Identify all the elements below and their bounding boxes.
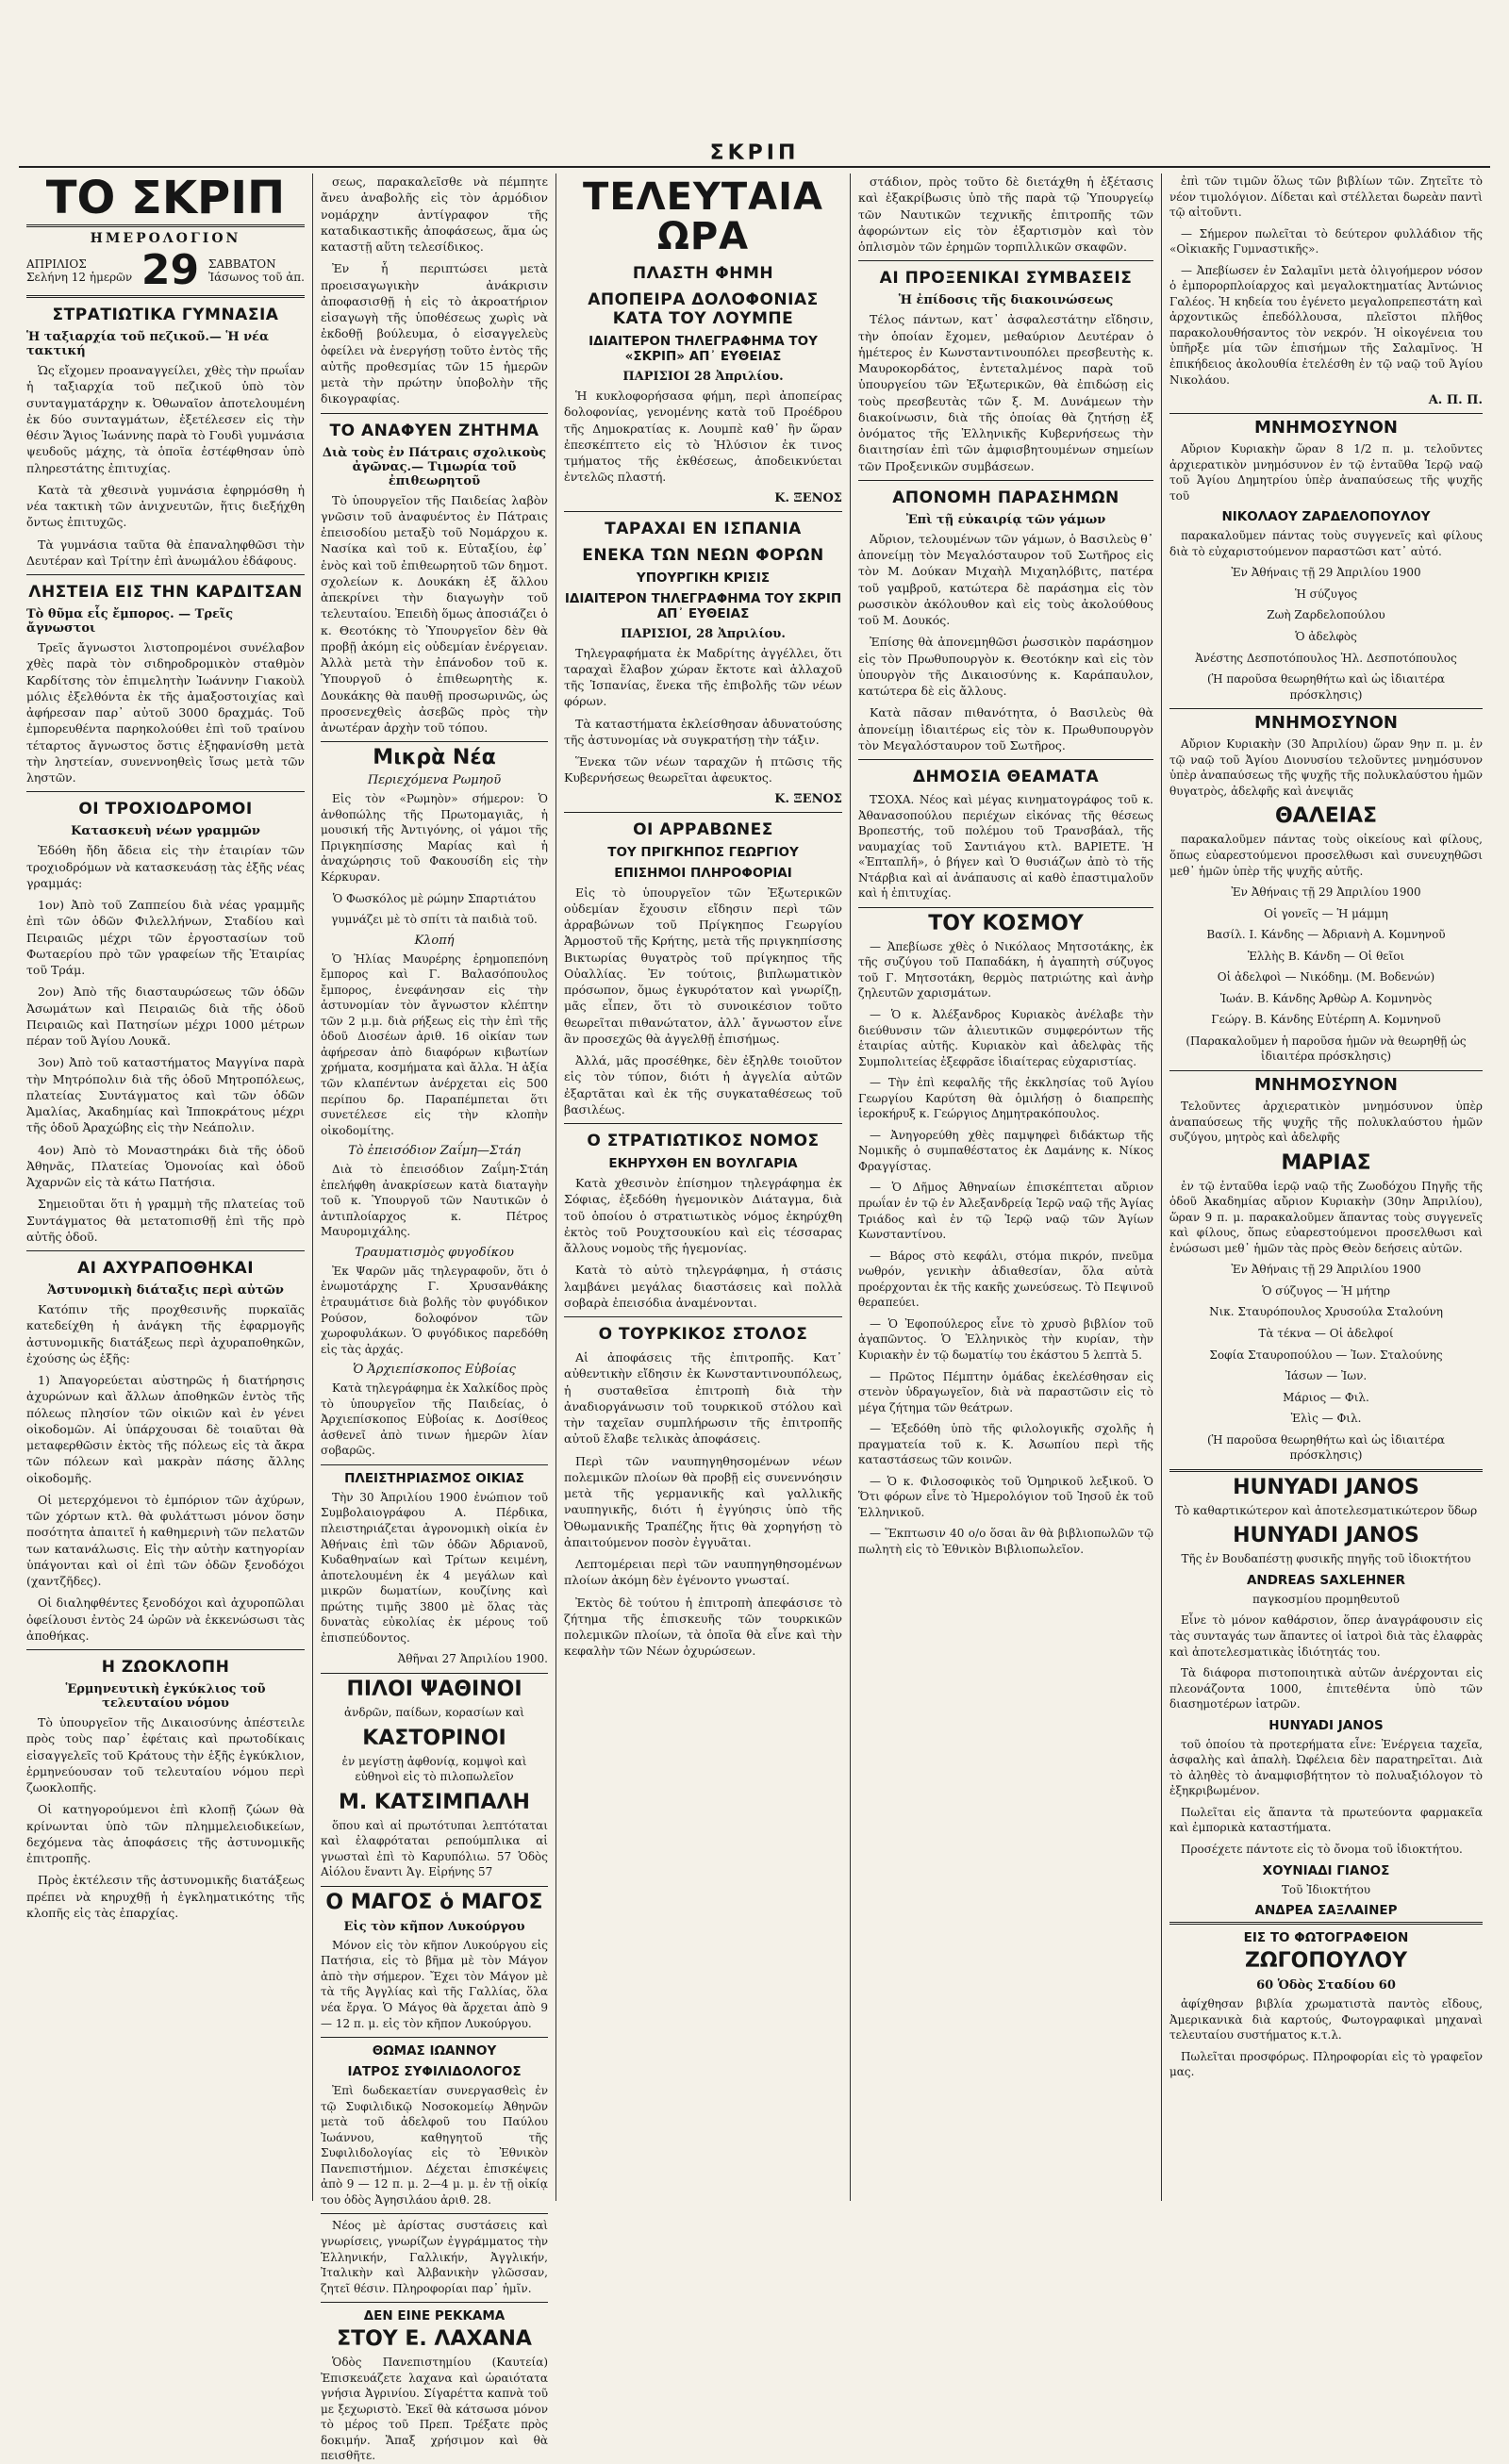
article-paragraph: Αἱ ἀποφάσεις τῆς ἐπιτροπῆς. Κατ᾽ αὐθεντικὴν εἴδησιν ἐκ Κωνσταντινουπόλεως, ἡ συσταθεῖσα ἐπιτροπὴ διὰ τὴν ἀναδιοργάνωσιν τοῦ τουρκικοῦ στόλου καὶ τὴν ταχεῖαν συμπλήρωσιν τῆς ἐπιτροπῆς αὐτοῦ ἔλαβε τελικὰς ἀποφάσεις.: [564, 1350, 842, 1447]
article-subheadline: ΥΠΟΥΡΓΙΚΗ ΚΡΙΣΙΣ: [636, 570, 771, 586]
column-4: [851, 174, 1162, 2201]
article-paragraph: ἐπὶ τῶν τιμῶν ὅλως τῶν βιβλίων τῶν. Ζητεῖτε τὸ νέον τιμολόγιον. Δίδεται καὶ στέλλεται δωρεὰν παντὶ τῷ αἰτοῦντι.: [1169, 174, 1483, 220]
memorial-family: Μάριος — Φιλ.: [1283, 1390, 1369, 1404]
memorial-family: Ἰάσων — Ἰων.: [1285, 1369, 1368, 1383]
ad-headline: ΖΩΓΟΠΟΥΛΟΥ: [1244, 1949, 1408, 1974]
memorial-date: Ἐν Ἀθήναις τῇ 29 Ἀπριλίου 1900: [1231, 1263, 1421, 1277]
memorial-text: ἐν τῷ ἐνταῦθα ἱερῷ ναῷ τῆς Ζωοδόχου Πηγῆς τῆς ὁδοῦ Ἀκαδημίας αὔριον Κυριακὴν (30ην Ἀπριλίου), ὥραν 9 π. μ. παρακαλοῦμεν ἅπαντας τοὺς συγγενεῖς καὶ φίλους, ὅπως εὐαρεστούμενοι προσελθωσι καὶ ἐνώσωσι μεθ᾽ ἡμῶν τὰς πρὸς Θεὸν δεήσεις αὐτῶν.: [1169, 1179, 1483, 1255]
calendar-month: ΑΠΡΙΛΙΟΣ: [26, 257, 87, 271]
ad-text: παγκοσμίου προμηθευτοῦ: [1252, 1592, 1400, 1606]
memorial-text: παρακαλοῦμεν πάντας τοὺς οἰκείους καὶ φίλους, ὅπως εὐαρεστούμενοι προσελθωσι καὶ συνευχηθῶσι μεθ᾽ ἡμῶν ὑπὲρ τῆς ψυχῆς αὐτῆς.: [1169, 833, 1483, 878]
article-paragraph: — Ὁ κ. Ἀλέξανδρος Κυριακὸς ἀνέλαβε τὴν διεύθυνσιν τῶν ἀλιευτικῶν συμφερόντων τῆς ἑταιρίας αὐτῆς. Κυριακὸν καὶ ἀδελφὰς τῆς Συμπολιτείας ἐξεφρᾶσε ἰδιαίτερας εὐχαριστίας.: [858, 1008, 1153, 1068]
running-head: ΣΚΡΙΠ: [709, 141, 800, 165]
article-headline: ΟΙ ΑΡΡΑΒΩΝΕΣ: [633, 819, 773, 839]
memorial-note: (Παρακαλοῦμεν ἡ παροῦσα ἡμῶν νὰ θεωρηθῇ ὡς ἰδιαιτέρα πρόσκλησις): [1186, 1034, 1467, 1064]
ad-subheadline: HUNYADI JANOS: [1269, 1717, 1384, 1733]
divider: [1169, 708, 1483, 709]
calendar-dateline: [26, 246, 305, 294]
divider: [321, 2037, 548, 2038]
article-paragraph: Κατὰ χθεσινὸν ἐπίσημον τηλεγράφημα ἐκ Σόφιας, ἐξεδόθη ἡγεμονικὸν Διάταγμα, διὰ τοῦ ὁποίου ὁ στρατιωτικὸς νόμος ἐκηρύχθη ἐκτὸς τοῦ Ρουχτσουκίου καὶ εἰς τέσσαρας ἄλλους νομοὺς τῆς ἡγεμονίας.: [564, 1176, 842, 1255]
article-kicker: ΙΔΙΑΙΤΕΡΟΝ ΤΗΛΕΓΡΑΦΗΜΑ ΤΟΥ «ΣΚΡΙΠ» ΑΠ᾽ ΕΥΘΕΙΑΣ: [589, 334, 818, 364]
memorial-text: παρακαλοῦμεν πάντας τοὺς συγγενεῖς καὶ φίλους διὰ τὸ εὐχαριστούμενον παραστῶσι κατ᾽ αὐτό.: [1169, 529, 1483, 558]
memorial-title: ΜΝΗΜΟΣΥΝΟΝ: [1253, 418, 1398, 438]
memorial-date: Ἐν Ἀθήναις τῇ 29 Ἀπριλίου 1900: [1231, 885, 1421, 900]
article-paragraph: Κατὰ τὰ χθεσινὰ γυμνάσια ἐφηρμόσθη ἡ νέα τακτικὴ τῶν ἀνιχνευτῶν, ἥτις διεξήχθη ὄντως ἐπιτυχῶς.: [26, 482, 305, 530]
article-paragraph: Ἐκτὸς δὲ τούτου ἡ ἐπιτροπὴ ἀπεφάσισε τὸ ζήτημα τῆς ἐπισκευῆς τῶν τουρκικῶν πολεμικῶν πλοίων, τὰ ὁποῖα θὰ εἶνε καὶ τὴν κεφαλὴν τῶν Νέων ὀχυρώσεων.: [564, 1595, 842, 1659]
article-paragraph: στάδιον, πρὸς τοῦτο δὲ διετάχθη ἡ ἐξέτασις καὶ ἐξακρίβωσις ὑπὸ τῆς παρὰ τῷ Ὑπουργείῳ τῶν Ναυτικῶν τεχνικῆς ἐπιτροπῆς τῶν ἀφορώντων εἰς τὸν ἐξαρτισμὸν καὶ τὸν ὁπλισμὸν τῶν ἐρημῶν τορπιλλικῶν σκαφῶν.: [858, 174, 1153, 254]
article-headline: ΛΗΣΤΕΙΑ ΕΙΣ ΤΗΝ ΚΑΡΔΙΤΣΑΝ: [28, 583, 303, 602]
article-headline: ΑΙ ΑΧΥΡΑΠΟΘΗΚΑΙ: [76, 1259, 255, 1278]
ad-headline: ΠΛΕΙΣΤΗΡΙΑΣΜΟΣ ΟΙΚΙΑΣ: [344, 1470, 524, 1486]
article-paragraph: Κατὰ τὸ αὐτὸ τηλεγράφημα, ἡ στάσις λαμβάνει μεγάλας διαστάσεις καὶ πολλὰ σοβαρὰ ἐπεισόδια ἀναμένονται.: [564, 1263, 842, 1310]
article-headline: ΔΗΜΟΣΙΑ ΘΕΑΜΑΤΑ: [912, 768, 1100, 786]
divider: [564, 812, 842, 813]
ad-text: Τὸ καθαρτικώτερον καὶ ἀποτελεσματικώτερον ὕδωρ: [1174, 1503, 1478, 1517]
calendar-weekday: ΣΑΒΒΑΤΟΝ: [207, 257, 276, 271]
memorial-note: (Ἡ παροῦσα θεωρηθήτω καὶ ὡς ἰδιαιτέρα πρόσκλησις): [1206, 672, 1446, 702]
ad-date: Ἀθῆναι 27 Ἀπριλίου 1900.: [397, 1652, 548, 1666]
article-paragraph: Τὰ καταστήματα ἐκλείσθησαν ἀδυνατούσης τῆς ἀστυνομίας νὰ συγκρατήσῃ τὴν τάξιν.: [564, 716, 842, 747]
article-paragraph: Τηλεγραφήματα ἐκ Μαδρίτης ἀγγέλλει, ὅτι ταραχαὶ ἔλαβον χώραν ἔκτοτε καὶ ἀλλαχοῦ τῆς Ἱσπανίας, ἕνεκα τῆς ἐπιβολῆς τῶν νέων φόρων.: [564, 645, 842, 709]
article-headline: ΤΟ ΑΝΑΦΥΕΝ ΖΗΤΗΜΑ: [329, 421, 539, 440]
article-subheadline: Ἡ ταξιαρχία τοῦ πεζικοῦ.— Ἡ νέα τακτική: [26, 330, 270, 358]
memorial-family: Νικ. Σταυρόπουλος Χρυσούλα Σταλούνη: [1209, 1305, 1443, 1319]
article-paragraph: Ἐν ἧ περιπτώσει μετὰ προεισαγωγικὴν ἀνάκρισιν ἀποφασισθῇ ἡ εἰς τὸ ἀκροατήριον εἰσαγωγὴ τῆς ὑποθέσεως χωρὶς νὰ ἐκδοθῇ βούλευμα, ὁ εἰσαγγελεὺς ὀφείλει νὰ ἐνεργήσῃ τοῦτο ἐντὸς τῆς αὐτῆς προθεσμίας τῶν 15 ἡμερῶν μετὰ τὴν πρώτην ὑποβολὴν τῆς δικογραφίας.: [321, 261, 548, 406]
memorial-name: ΘΑΛΕΙΑΣ: [1274, 804, 1378, 829]
article-paragraph: Ἡ κυκλοφορήσασα φήμη, περὶ ἀποπείρας δολοφονίας, γενομένης κατὰ τοῦ Προέδρου τῆς Δημοκρατίας κ. Λουμπὲ καθ᾽ ἣν ὥραν ἐπεσκέπτετο εἰς τὸ Ἡλύσιον ἐκ τινος τμήματος τῆς ἐκθέσεως, ἀποδεικνύεται ἐντελῶς πλαστή.: [564, 389, 842, 485]
article-paragraph: 2ον) Ἀπὸ τῆς διασταυρώσεως τῶν ὁδῶν Ἀσωμάτων καὶ Πειραιῶς διὰ τῆς ὁδοῦ Πειραιῶς καὶ Πατησίων μέχρι 1000 μέτρων πέραν τοῦ Ἀγίου Λουκᾶ.: [26, 984, 305, 1048]
memorial-family: Ὁ σύζυγος — Ἡ μήτηρ: [1262, 1283, 1390, 1298]
article-paragraph: Ἐπίσης θὰ ἀπονεμηθῶσι ῥωσσικὸν παράσημον εἰς τὸν Πρωθυπουργὸν κ. Θεοτόκην καὶ εἰς τὸν ὑπουργὸν τῆς Δικαιοσύνης κ. Καράπαυλον, κατώτερα δὲ εἰς ἄλλους.: [858, 635, 1153, 698]
memorial-family: Ζωὴ Ζαρδελοπούλου: [1267, 608, 1385, 622]
memorial-title: ΜΝΗΜΟΣΥΝΟΝ: [1253, 1074, 1398, 1095]
ad-headline: ΣΤΟΥ Ε. ΛΑΧΑΝΑ: [337, 2327, 532, 2352]
article-paragraph: Εἰς τὸ ὑπουργεῖον τῶν Ἐξωτερικῶν οὐδεμίαν ἔχουσιν εἴδησιν περὶ τῶν ἀρραβώνων τοῦ Πρίγκηπος Γεωργίου Ἁρμοστοῦ τῆς Κρήτης, μετὰ τῆς πριγκηπίσσης Βικτωρίας θυγατρὸς τοῦ πρίγκηπος τῆς Οὐαλλίας. Ἐν τούτοις, βιπλωματικὸν πρόσωπον, ὅμως ἐγκυρότατον καὶ γνωρίζῃ, μᾶς εἶπεν, ὅτι τὸ συνοικέσιον τοῦτο θεωρεῖται πιθανώτατον, ἀλλ᾽ ἄγνωστον εἶνε ἂν προσεχῶς θὰ ἀγγελθῇ ἐπισήμως.: [564, 885, 842, 1046]
article-paragraph: — Ὁ Ἐφοπούλερος εἶνε τὸ χρυσὸ βιβλίον τοῦ ἀγαπῶντος. Ὁ Ἑλληνικὸς τὴν κυρίαν, τὴν Κυριακὴν ἐν τῷ δωματίῳ του ἐκάστου 5 λεπτὰ 5.: [858, 1316, 1153, 1362]
article-paragraph: Ἐκ Ψαρῶν μᾶς τηλεγραφοῦν, ὅτι ὁ ἐνωμοτάρχης Γ. Χρυσανθάκης ἐτραυμάτισε διὰ βολῆς τὸν φυγόδικον Ρούσον, δολοφόνον τῶν χωροφυλάκων. Ὁ φυγόδικος παρεδόθη εἰς τὰς ἀρχάς.: [321, 1264, 548, 1356]
divider: [564, 511, 842, 512]
divider: [321, 741, 548, 742]
article-headline: Ο ΣΤΡΑΤΙΩΤΙΚΟΣ ΝΟΜΟΣ: [587, 1132, 820, 1150]
ad-headline: Μ. ΚΑΤΣΙΜΠΑΛΗ: [339, 1790, 530, 1814]
article-paragraph: Λεπτομέρειαι περὶ τῶν ναυπηγηθησομένων πλοίων ἀκόμη δὲν ἐγένοντο γνωσταί.: [564, 1557, 842, 1588]
calendar-title: ΗΜΕΡΟΛΟΓΙΟΝ: [90, 231, 241, 246]
ad-headline: HUNYADI JANOS: [1233, 1475, 1419, 1499]
section-headline: ΤΕΛΕΥΤΑΙΑ ΩΡΑ: [583, 175, 823, 258]
article-subheadline: Τὸ θῦμα εἷς ἔμπορος. — Τρεῖς ἄγνωστοι: [26, 607, 234, 636]
article-paragraph: 3ον) Ἀπὸ τοῦ καταστήματος Μαγγίνα παρὰ τὴν Μητρόπολιν διὰ τῆς ὁδοῦ Μητροπόλεως, πλατείας Συντάγματος καὶ τῶν ὁδῶν Ἀμαλίας, Ἀκαδημίας καὶ Ἱπποκράτους μέχρι τῆς ὁδοῦ Ἀραχώβης εἰς τὴν Νεάπολιν.: [26, 1055, 305, 1135]
ad-text: Τὴν 30 Ἀπριλίου 1900 ἐνώπιον τοῦ Συμβολαιογράφου Α. Πέρδικα, πλειστηριάζεται ἀγρονομικὴ οἰκία ἐν Ἀθήναις ἐπὶ τῶν ὁδῶν Ἀδριανοῦ, Κυδαθηναίων καὶ Τρίτων κειμένη, ἀποτελουμένη ἐκ 4 μεγάλων καὶ μικρῶν δωματίων, κουζίνης καὶ πρώτης τιμῆς 3800 μὲ ὅλας τὰς δυνατὰς εὐκολίας ἐκ μέρους τοῦ ἐπισπεύδοντος.: [321, 1490, 548, 1645]
article-subheadline: Ἡ ἐπίδοσις τῆς διακοινώσεως: [898, 293, 1114, 308]
ad-headline: ΔΕΝ ΕΙΝΕ ΡΕΚΚΑΜΑ: [363, 2308, 506, 2324]
header-rule: [19, 166, 1490, 168]
article-signature: Κ. ΞΕΝΟΣ: [774, 791, 842, 806]
article-paragraph: σεως, παρακαλεῖσθε νὰ πέμπητε ἄνευ ἀναβολῆς εἰς τὸν ἁρμόδιον νομάρχην ἀντίγραφον τῆς καταδικαστικῆς ἀποφάσεως, ἅμα ὡς καταστῇ αὕτη τελεσίδικος.: [321, 174, 548, 254]
article-paragraph: Κατόπιν τῆς προχθεσινῆς πυρκαϊᾶς κατεδείχθη ἡ ἀνάγκη τῆς ἐφαρμογῆς ἀστυνομικῆς διατάξεως περὶ ἀχυραποθηκῶν, ἐχούσης ὡς ἑξῆς:: [26, 1302, 305, 1365]
masthead: ΤΟ ΣΚΡΙΠ: [45, 172, 286, 224]
memorial-text: Αὔριον Κυριακὴν ὥραν 8 1/2 π. μ. τελοῦντες ἀρχιερατικὸν μνημόσυνον ἐν τῷ ἐνταῦθα Ἱερῷ ναῷ τοῦ Ἁγίου Δημητρίου ὑπὲρ ἀναπαύσεως τῆς ψυχῆς τοῦ: [1169, 442, 1483, 503]
article-paragraph: Αὔριον, τελουμένων τῶν γάμων, ὁ Βασιλεὺς θ᾽ ἀπονείμῃ τὸν Μεγαλόσταυρον τοῦ Σωτῆρος εἰς τὸν Μ. Δούκαν Μιχαὴλ Μιχαηλόβιτς, πατέρα τοῦ γαμβροῦ, κατώτερα δὲ παράσημα εἰς τὸν ρωσσικὸν ἀκόλουθον καὶ εἰς τοὺς ἀκολούθους τοῦ Μ. Δουκός.: [858, 531, 1153, 627]
article-paragraph: Περὶ τῶν ναυπηγηθησομένων νέων πολεμικῶν πλοίων θὰ προβῇ εἰς συνεννόησιν μετὰ τῆς γερμανικῆς καὶ γαλλικῆς ναυπηγικῆς, διότι ἡ ἐγγύησις ὑπὸ τῆς Ὀθωμανικῆς Τραπέζης ἥτις θὰ χορηγήσῃ τὸ ἀπαιτούμενον ποσὸν ἐγγυᾶται.: [564, 1453, 842, 1549]
item-title: Κλοπή: [414, 933, 455, 948]
article-paragraph: — Ἀπεβίωσε χθὲς ὁ Νικόλαος Μητσοτάκης, ἐκ τῆς συζύγου τοῦ Παπαδάκη, ἡ ἀγαπητὴ σύζυγος τοῦ Γ. Μητσοτάκη, θερμὸς πατριώτης καὶ ἀνὴρ ζηλευτῶν χαρισμάτων.: [858, 939, 1153, 1000]
divider: [26, 224, 305, 227]
article-paragraph: — Πρῶτος Πέμπτην ὁμάδας ἐκελέσθησαν εἰς στενὸν ὑδραγωγεῖον, διὰ νὰ παραστῶσιν εἰς τὸ μέγα ζήτημα τῶν θεάτρων.: [858, 1369, 1153, 1414]
article-headline: ΠΛΑΣΤΗ ΦΗΜΗ: [632, 264, 774, 283]
ad-headline: ΘΩΜΑΣ ΙΩΑΝΝΟΥ: [372, 2043, 497, 2059]
article-paragraph: — Ὁ Δῆμος Ἀθηναίων ἐπισκέπτεται αὔριον πρωΐαν ἐν τῷ ἐν Ἀλεξανδρείᾳ Ἱερῷ ναῷ τῆς Ἁγίας Τριάδος καὶ ἐν τῷ Ἱερῷ ναῷ τῶν Ἁγίων Κωνσταντίνου.: [858, 1181, 1153, 1242]
article-paragraph: Τέλος πάντων, κατ᾽ ἀσφαλεστάτην εἴδησιν, τὴν ὁποίαν ἔχομεν, μεθαύριον Δευτέραν ὁ ἡμέτερος ἐν Κωνσταντινουπόλει πρεσβευτὴς κ. Μαυροκορδάτος, ἐντεταλμένος παρὰ τοῦ ὑπουργείου τῶν Ἐξωτερικῶν, θὰ ἐπιδώσῃ εἰς τοὺς πρεσβευτὰς τῶν ξ. Μ. Δυνάμεων τὴν διακοίνωσιν, διὰ τῆς ὁποίας θὰ ζητήσῃ ἐξ ὀνόματος τῆς Ἑλληνικῆς Κυβερνήσεως τὴν διαιτησίαν ἐπὶ τῶν ἀμφισβητουμένων σημείων τῶν Προξενικῶν συμβάσεων.: [858, 312, 1153, 473]
article-paragraph: — Ὁ κ. Φιλοσοφικὸς τοῦ Ὁμηρικοῦ λεξικοῦ. Ὁ Ὅτι φόρων εἶνε τὸ Ἡμερολόγιον τοῦ Ἰησοῦ ἐκ τοῦ Ἑλληνικοῦ.: [858, 1474, 1153, 1519]
divider: [321, 413, 548, 414]
article-paragraph: Διὰ τὸ ἐπεισόδιον Ζαΐμη-Στάη ἐπελήφθη ἀνακρίσεων κατὰ διαταγὴν τοῦ κ. Ὑπουργοῦ τῶν Ναυτικῶν ὁ ἀντιπλοίαρχος κ. Πέτρος Μαυρομιχάλης.: [321, 1163, 548, 1239]
calendar-day: 29: [141, 246, 200, 294]
divider: [1169, 1469, 1483, 1472]
ad-text: Τῆς ἐν Βουδαπέστῃ φυσικῆς πηγῆς τοῦ ἰδιοκτήτου: [1181, 1552, 1471, 1566]
article-headline: ΑΙ ΠΡΟΞΕΝΙΚΑΙ ΣΥΜΒΑΣΕΙΣ: [879, 269, 1133, 289]
article-paragraph: Σημειοῦται ὅτι ἡ γραμμὴ τῆς πλατείας τοῦ Συντάγματος θὰ μετατοπισθῇ ἐπὶ τῆς πρὸ αὐτῆς ὁδοῦ.: [26, 1197, 305, 1244]
article-paragraph: 1) Ἀπαγορεύεται αὐστηρῶς ἡ διατήρησις ἀχυρώνων καὶ ἄλλων ἀποθηκῶν ἐντὸς τῆς πόλεως πλησίον τῶν οἰκιῶν καὶ ἐν γένει οἰκοδομῶν. Αἱ ὑπάρχουσαι δὲ τοιαῦται θὰ μεταφερθῶσιν ἐκτὸς τῆς πόλεως εἰς τὰ ἄκρα τῶν πόλεων καὶ μακρὰν πάσης ἄλλης οἰκοδομῆς.: [26, 1373, 305, 1485]
memorial-family: Ἀνέστης Δεσποτόπουλος Ἠλ. Δεσποτόπουλος: [1195, 651, 1457, 665]
column-2: [313, 174, 556, 2463]
article-paragraph: Οἱ κατηγορούμενοι ἐπὶ κλοπῇ ζώων θὰ κρίνωνται ὑπὸ τῶν πλημμελειοδικείων, δεχόμενα τὰς ἀποφάσεις τῆς ἀστυνομικῆς ἐπιτροπῆς.: [26, 1802, 305, 1865]
divider: [26, 791, 305, 792]
divider: [321, 1886, 548, 1887]
memorial-title: ΜΝΗΜΟΣΥΝΟΝ: [1253, 713, 1398, 734]
column-5: [1162, 174, 1490, 2201]
divider: [858, 480, 1153, 481]
item-title: Περιεχόμενα Ρωμηοῦ: [367, 773, 502, 788]
memorial-date: Ἐν Ἀθήναις τῇ 29 Ἀπριλίου 1900: [1231, 566, 1421, 580]
column-3: [556, 174, 851, 2201]
divider: [858, 260, 1153, 261]
memorial-family: Ἡ σύζυγος: [1294, 587, 1358, 601]
memorial-family: Τὰ τέκνα — Οἱ ἀδελφοί: [1258, 1326, 1394, 1340]
memorial-family: Γεώργ. Β. Κάνδης Εὐτέρπη Α. Κομνηνοῦ: [1211, 1013, 1441, 1027]
article-paragraph: Οἱ μετερχόμενοι τὸ ἐμπόριον τῶν ἀχύρων, τῶν χόρτων κτλ. θὰ φυλάττωσι μόνον ὅσην ποσότητα ἀπαιτεῖ ἡ καθημερινὴ τῶν πελατῶν των κατανάλωσις. Εἰς τὴν αὐτὴν κατηγορίαν ὑπάγονται καὶ οἱ ἐπὶ τῶν ὁδῶν ξενοδόχοι (χαντζῆδες).: [26, 1492, 305, 1588]
ad-text: Τοῦ Ἰδιοκτήτου: [1281, 1882, 1371, 1896]
article-headline: ΑΠΟΝΟΜΗ ΠΑΡΑΣΗΜΩΝ: [892, 488, 1119, 507]
divider: [26, 1250, 305, 1251]
ad-text: Ὁδὸς Πανεπιστημίου (Καυτεία) Ἐπισκευάζετε λαχανα καὶ ὡραιότατα γνήσια Ἀγρινίου. Σίγαρέττα καπνὰ τοῦ με ξεχωριστὸ. Ἐκεῖ θὰ κάτσωσα μόνον τὸ μέρος τοῦ Πρεπ. Τρέξατε πρὸς δοκιμήν. Ἅπαξ χρήσιμον καὶ θὰ πεισθῆτε.: [321, 2356, 548, 2463]
article-paragraph: Εἰς τὸν «Ρωμηὸν» σήμερον: Ὁ ἀνθοπώλης τῆς Πρωτομαγιᾶς, ἡ μουσική τῆς Ἀντιγόνης, οἱ γάμοι τῆς Πριγκηπίσσης Μαρίας καὶ ἡ ἀναχώρησις τοῦ Φακουσίδη εἰς τὴν Κέρκυραν.: [321, 792, 548, 884]
divider: [321, 2302, 548, 2303]
ad-text: ἐν μεγίστῃ ἀφθονίᾳ, κομψοὶ καὶ εὐθηνοὶ εἰς τὸ πιλοπωλεῖον: [341, 1754, 527, 1784]
memorial-family: Βασίλ. Ι. Κάνδης — Ἀδριανὴ Α. Κομνηνοῦ: [1206, 928, 1446, 942]
article-paragraph: — Ἐξεδόθη ὑπὸ τῆς φιλολογικῆς σχολῆς ἡ πραγματεία τοῦ κ. Κ. Ἀσωπίου περὶ τῆς καταστάσεως τῶν κοινῶν.: [858, 1422, 1153, 1467]
article-headline: ΑΠΟΠΕΙΡΑ ΔΟΛΟΦΟΝΙΑΣ ΚΑΤΑ ΤΟΥ ΛΟΥΜΠΕ: [588, 290, 819, 328]
calendar-moon: Σελήνη 12 ἡμερῶν: [26, 271, 133, 284]
divider: [858, 907, 1153, 908]
article-paragraph: — Ἕκπτωσιν 40 ο/ο ὅσαι ἂν θὰ βιβλιοπωλῶν τῷ πωλητὴ εἰς τὸ Ἐθνικὸν Βιβλιοπωλεῖον.: [858, 1527, 1153, 1556]
ad-subheadline: ANDREAS SAXLEHNER: [1246, 1572, 1406, 1588]
memorial-text: Τελοῦντες ἀρχιερατικὸν μνημόσυνον ὑπὲρ ἀναπαύσεως τῆς ψυχῆς τῆς πολυκλαύστου ἡμῶν συζύγου, μητρὸς καὶ ἀδελφῆς: [1169, 1099, 1483, 1145]
article-paragraph: Οἱ διαληφθέντες ξενοδόχοι καὶ ἀχυροπῶλαι ὀφείλουσι ἐντὸς 24 ὡρῶν νὰ ἐκκενώσωσι τὰς ἀποθήκας.: [26, 1596, 305, 1643]
article-subheadline: ΤΟΥ ΠΡΙΓΚΗΠΟΣ ΓΕΩΡΓΙΟΥ: [607, 844, 799, 860]
article-subheadline: Ἐπὶ τῇ εὐκαιρίᾳ τῶν γάμων: [905, 512, 1106, 527]
article-paragraph: Ὁ Ἠλίας Μαυρέρης ἐρημοπεπόνη ἔμπορος καὶ Γ. Βαλασόπουλος ἔμπορος, ἐνεφάνησαν εἰς τὴν ἀστυνομίαν τὸν ἄγνωστον κλέπτην τῶν 2 μ.μ. διὰ ρήξεως εἰς τὴν ἐπὶ τῆς ὁδοῦ Διοσέων ἀριθ. 16 οἰκίαν των ἀφήρεσαν ἀπὸ διαφόρων κιβωτίων χρήματα, κοσμήματα καὶ ἄλλα. Ἡ ἀξία τῶν κλαπέντων ἀνέρχεται εἰς 500 περίπου δρ. Παραπέμπεται ὅτι συνετέλεσε εἰς τὴν κλοπὴν οἰκοδομίτης.: [321, 951, 548, 1137]
article-dateline: ΠΑΡΙΣΙΟΙ, 28 Ἀπριλίου.: [621, 626, 786, 641]
ad-headline: ΕΙΣ ΤΟ ΦΩΤΟΓΡΑΦΕΙΟΝ: [1243, 1930, 1409, 1946]
article-paragraph: — Σήμερον πωλεῖται τὸ δεύτερον φυλλάδιον τῆς «Οἰκιακῆς Γυμναστικῆς».: [1169, 226, 1483, 256]
ad-headline: ΠΙΛΟΙ ΨΑΘΙΝΟΙ: [346, 1677, 522, 1701]
ad-address: 60 Ὁδὸς Σταδίου 60: [1256, 1978, 1396, 1993]
memorial-family: Ἰωάν. Β. Κάνδης Ἀρθὼρ Α. Κομνηνὸς: [1219, 991, 1433, 1005]
article-paragraph: — Ἀπεβίωσεν ἐν Σαλαμῖνι μετὰ ὀλιγοήμερον νόσον ὁ ἐμπορορπλοίαρχος καὶ μεγαλοκτηματίας Ἀντώνιος Γαλέος. Ἡ κηδεία του ἐγένετο μεγαλοπρεπεστάτη καὶ ἀρχοντικῶς ἐπεδόλλουσα, πλεῖστοι πλῆθος παρακολουθήσαντος τὸν νεκρόν. Ἡ οἰκογένεια του ὑπῆρξε μία τῶν ἐπισήμων τῆς Σαλαμῖνος. Ἡ ἐπικήδειος ἀκολουθία ἐτελέσθη ἐν τῷ ναῷ τοῦ Ἁγίου Νικολάου.: [1169, 263, 1483, 387]
ad-text: Ἐπὶ δωδεκαετίαν συνεργασθεὶς ἐν τῷ Συφιλιδικῷ Νοσοκομείῳ Ἀθηνῶν μετὰ τοῦ ἀδελφοῦ του Παύλου Ἰωάννου, καθηγητοῦ τῆς Συφιλιδολογίας εἰς τὸ Ἐθνικὸν Πανεπιστήμιον. Δέχεται ἐπισκέψεις ἀπὸ 9 — 12 π. μ. 2—4 μ. μ. ἐν τῇ οἰκίᾳ του ὁδὸς Ἀγησιλάου ἀριθ. 28.: [321, 2084, 548, 2207]
article-paragraph: Τὰ γυμνάσια ταῦτα θὰ ἐπαναληφθῶσι τὴν Δευτέραν καὶ Τρίτην ἐπὶ ἀνωμάλου ἐδάφους.: [26, 537, 305, 568]
calendar-nameday: Ἰάσωνος τοῦ ἀπ.: [207, 271, 305, 284]
divider: [564, 1123, 842, 1124]
article-paragraph: — Τὴν ἐπὶ κεφαλῆς τῆς ἐκκλησίας τοῦ Ἁγίου Γεωργίου Καρύτση θὰ ὁμιλήσῃ ὁ διαπρεπὴς ἱεροκήρυξ κ. Γεώργιος Δημητρακόπουλος.: [858, 1076, 1153, 1121]
divider: [1169, 1922, 1483, 1925]
article-subheadline: Διὰ τοὺς ἐν Πάτραις σχολικοὺς ἀγῶνας.— Τιμωρία τοῦ ἐπιθεωρητοῦ: [322, 445, 547, 488]
article-subheadline: ΕΠΙΣΗΜΟΙ ΠΛΗΡΟΦΟΡΙΑΙ: [614, 865, 792, 881]
article-paragraph: Πρὸς ἐκτέλεσιν τῆς ἀστυνομικῆς διατάξεως πρέπει νὰ κηρυχθῇ ἡ ἐγκληματικότης τῆς κλοπῆς εἰς τὰς ἐπαρχίας.: [26, 1873, 305, 1920]
section-title: Μικρὰ Νέα: [373, 746, 496, 770]
article-paragraph: Ὁ Φωσκόλος μὲ ρώμην Σπαρτιάτου: [332, 891, 537, 905]
article-headline: Ο ΤΟΥΡΚΙΚΟΣ ΣΤΟΛΟΣ: [598, 1325, 808, 1344]
item-title: Τραυματισμὸς φυγοδίκου: [355, 1245, 514, 1260]
ad-subheadline: Εἰς τὸν κῆπον Λυκούργου: [343, 1919, 525, 1934]
divider: [26, 295, 305, 298]
article-paragraph: Ἐδόθη ἤδη ἄδεια εἰς τὴν ἑταιρίαν τῶν τροχιοδρόμων νὰ κατασκευάσῃ τὰς ἑξῆς νέας γραμμάς:: [26, 843, 305, 890]
memorial-name: ΝΙΚΟΛΑΟΥ ΖΑΡΔΕΛΟΠΟΥΛΟΥ: [1221, 509, 1431, 525]
article-dateline: ΠΑΡΙΣΙΟΙ 28 Ἀπριλίου.: [622, 370, 784, 384]
memorial-family: Ὁ ἀδελφὸς: [1295, 630, 1357, 644]
divider: [26, 1649, 305, 1650]
divider: [321, 1673, 548, 1674]
memorial-text: Αὔριον Κυριακὴν (30 Ἀπριλίου) ὥραν 9ην π. μ. ἐν τῷ ναῷ τοῦ Ἁγίου Διονυσίου τελοῦντες μνημόσυνον ὑπὲρ ἀναπαύσεως τῆς ψυχῆς τῆς πολυκλαύστου ἡμῶν θυγατρὸς, ἀδελφῆς καὶ ἀνεψιᾶς: [1169, 737, 1483, 798]
article-subheadline: Κατασκευὴ νέων γραμμῶν: [71, 824, 260, 839]
article-paragraph: Κατὰ πᾶσαν πιθανότητα, ὁ Βασιλεὺς θὰ ἀπονείμῃ ἰδιαιτέρως εἰς τὸν κ. Πρωθυπουργὸν τὸν Μεγαλόσταυρον τοῦ Σωτῆρος.: [858, 705, 1153, 752]
divider: [1169, 1070, 1483, 1071]
article-paragraph: Τὸ ὑπουργεῖον τῆς Παιδείας λαβὸν γνῶσιν τοῦ ἀναφυέντος ἐν Πάτραις ἐπεισοδίου μεταξὺ τοῦ Νομάρχου κ. Νασίκα καὶ τοῦ κ. Εὐταξίου, ἐφ᾽ ἑνὸς καὶ τοῦ ἐπιθεωρητοῦ τῶν δημοτ. σχολείων κ. Δουκάκη ἐξ ἄλλου ἀπεκρίνει τὴν διαγωγὴν τοῦ τελευταίου. Ἐπειδὴ ὅμως ἀποσιάζει ὁ κ. Θεοτόκης τὸ Ὑπουργεῖον δὲν θὰ προβῇ ἀκόμη εἰς οὐδεμίαν ἐνέργειαν. Ἀλλὰ μετὰ τὴν ἐπάνοδον τοῦ κ. Ὑπουργοῦ ὁ ἐπιθεωρητὴς κ. Δουκάκης θὰ παυθῇ προσωρινῶς, ὡς προσενεχθεὶς ἀσεβῶς πρὸς τὴν ἀνωτέραν ἀρχὴν τοῦ τόπου.: [321, 492, 548, 735]
article-subheadline: Ἑρμηνευτικὴ ἐγκύκλιος τοῦ τελευταίου νόμου: [65, 1682, 266, 1711]
column-1: [19, 174, 313, 2201]
ad-text: ἀφίχθησαν βιβλία χρωματιστὰ παντὸς εἴδους, Ἀμερικανικὰ διὰ καρτούς, Φωτογραφικαὶ μηχαναὶ τελευταίου συστήματος κ.τ.λ.: [1169, 1997, 1483, 2042]
divider: [26, 574, 305, 575]
article-subheadline: Ἀστυνομικὴ διάταξις περὶ αὐτῶν: [47, 1283, 284, 1298]
divider: [321, 1464, 548, 1465]
article-kicker: ΙΔΙΑΙΤΕΡΟΝ ΤΗΛΕΓΡΑΦΗΜΑ ΤΟΥ ΣΚΡΙΠ ΑΠ᾽ ΕΥΘΕΙΑΣ: [564, 590, 842, 621]
article-headline: Η ΖΩΟΚΛΟΠΗ: [101, 1658, 230, 1677]
article-paragraph: — Ἀνηγορεύθη χθὲς παμψηφεὶ διδάκτωρ τῆς Νομικῆς ὁ συμπαθέστατος ἐκ Δαμάνης κ. Νίκος Φραγγίστας.: [858, 1128, 1153, 1173]
memorial-name: ΜΑΡΙΑΣ: [1281, 1150, 1371, 1175]
ad-headline: HUNYADI JANOS: [1233, 1524, 1419, 1548]
ad-text: ὅπου καὶ αἱ πρωτότυπαι λεπτόταται καὶ ἐλαφρόταται ρεπούμπλικα αἱ γνωσταὶ ἐπὶ τὸ Καρυπόλιω. 57 Ὁδὸς Αἰόλου ἔναντι Ἁγ. Εἰρήνης 57: [321, 1818, 548, 1879]
article-paragraph: Ὡς εἴχομεν προαναγγείλει, χθὲς τὴν πρωΐαν ἡ ταξιαρχία τοῦ πεζικοῦ ὑπὸ τὸν συνταγματάρχην κ. Ὀθωναῖον ἀποτελουμένη ἐκ δύο συνταγμάτων, ἐξετέλεσεν εἰς τὴν θέσιν Ἅγιος Ἰωάννης παρὰ τὸ Γουδὶ γυμνάσια ψευδοῦς μάχης, τὰ ὁποῖα ἐστέφθησαν ὑπὸ πληρεστάτης ἐπιτυχίας.: [26, 363, 305, 475]
ad-subheadline: ΑΝΔΡΕΑ ΣΑΞΛΑΙΝΕΡ: [1254, 1903, 1398, 1919]
article-signature: Κ. ΞΕΝΟΣ: [774, 490, 842, 505]
item-title: Ὁ Ἀρχιεπίσκοπος Εὐβοίας: [353, 1363, 516, 1378]
memorial-note: (Ἡ παροῦσα θεωρηθήτω καὶ ὡς ἰδιαιτέρα πρόσκλησις): [1206, 1432, 1446, 1463]
divider: [1169, 413, 1483, 414]
article-paragraph: 1ον) Ἀπὸ τοῦ Ζαππείου διὰ νέας γραμμῆς ἐπὶ τῶν ὁδῶν Φιλελλήνων, Σταδίου καὶ Πειραιῶς μέχρι τῶν ἐργοστασίων τοῦ Φωταερίου πρὸ τῶν γραφείων τῆς Ἑταιρίας τοῦ Τράμ.: [26, 898, 305, 977]
ad-text: τοῦ ὁποίου τὰ προτερήματα εἶνε: Ἐνέργεια ταχεῖα, ἀσφαλὴς καὶ ἀπαλὴ. Ὠφέλεια δὲν παρατηρεῖται. Διὰ τὸ ἀληθὲς τὸ ἀναμφισβήτητον τὸ πολυαξιόλογον τὸ ἐξηκριβωμένον.: [1169, 1737, 1483, 1798]
article-paragraph: ΤΣΟΧΑ. Νέος καὶ μέγας κινηματογράφος τοῦ κ. Ἀθανασοπούλου περιέχων εἰκόνας τῆς θέσεως Βροπεστής, τοῦ πολέμου τοῦ Τρανσβάαλ, τῆς ναυμαχίας τοῦ Σαντιάγου κτλ. ΒΑΡΙΕΤΕ. Ἡ «Ἑπταπλῆ», ὁ βήγεν καὶ Ὁ θυσιάζων ἀπὸ τὸ τῆς Ντάρβια καὶ αἱ ἀνάπαυσις αἱ καθὸ ἐπαστιμαλοῦν καὶ ἡ ἐπιτυχίας.: [858, 793, 1153, 901]
ad-headline: ΚΑΣΤΟΡΙΝΟΙ: [362, 1726, 506, 1750]
article-subheadline: ΕΚΗΡΥΧΘΗ ΕΝ ΒΟΥΛΓΑΡΙΑ: [608, 1156, 798, 1171]
ad-text: Πωλεῖται εἰς ἅπαντα τὰ πρωτεύοντα φαρμακεῖα καὶ ἐμπορικὰ καταστήματα.: [1169, 1805, 1483, 1835]
ad-text: ἀνδρῶν, παίδων, κορασίων καὶ: [344, 1705, 524, 1719]
memorial-family: Οἱ ἀδελφοὶ — Νικόδημ. (Μ. Βοδενών): [1217, 970, 1435, 984]
item-title: Τὸ ἐπεισόδιον Ζαΐμη—Στάη: [348, 1144, 521, 1159]
ad-text: Νέος μὲ ἀρίστας συστάσεις καὶ γνωρίσεις, γνωρίζων ἐγγράμματος τὴν Ἑλληνικήν, Γαλλικήν, Ἀγγλικήν, Ἰταλικὴν καὶ Ἀλβανικὴν γλῶσσαν, ζητεῖ θέσιν. Πληροφορίαι παρ᾽ ἡμῖν.: [321, 2219, 548, 2295]
article-headline: ΟΙ ΤΡΟΧΙΟΔΡΟΜΟΙ: [78, 800, 253, 819]
ad-headline: Ο ΜΑΓΟΣ ὁ ΜΑΓΟΣ: [325, 1890, 543, 1914]
ad-text: Πωλεῖται προσφόρως. Πληροφορίαι εἰς τὸ γραφεῖον μας.: [1169, 2049, 1483, 2079]
article-paragraph: Κατὰ τηλεγράφημα ἐκ Χαλκίδος πρὸς τὸ ὑπουργεῖον τῆς Παιδείας, ὁ Ἀρχιεπίσκοπος Εὐβοίας κ. Δοσίθεος ἀσθενεῖ ἀπὸ τινων ἡμερῶν λίαν σοβαρῶς.: [321, 1381, 548, 1458]
memorial-family: Ἑλλὴς Β. Κάνδη — Οἱ θεῖοι: [1247, 949, 1405, 963]
article-signature: Α. Π. Π.: [1428, 393, 1483, 408]
article-paragraph: 4ον) Ἀπὸ τὸ Μοναστηράκι διὰ τῆς ὁδοῦ Ἀθηνᾶς, Πλατείας Ὁμονοίας καὶ ὁδοῦ Ἀχαρνῶν εἰς τὰ κάτω Πατήσια.: [26, 1142, 305, 1189]
ad-text: Μόνον εἰς τὸν κῆπον Λυκούργου εἰς Πατήσια, εἰς τὸ βῆμα μὲ τὸν Μάγον ἀπὸ τὴν σήμερον. Ἔχει τὸν Μάγον μὲ τὰ τῆς Ἀγγλίας καὶ τῆς Γαλλίας, ὅλα νέα ἔργα. Ὁ Μάγος θὰ ἄρχεται ἀπὸ 9 — 12 π. μ. εἰς τὸν κῆπον Λυκούργου.: [321, 1938, 548, 2030]
article-paragraph: Τρεῖς ἄγνωστοι λιστοπρομένοι συνέλαβον χθὲς παρὰ τὸν σιδηροδρομικὸν σταθμὸν Καρδίτσης τὸν ἐπιμελητὴν Ἰωάννην Γιακοὺλ μόλις ἐξελθόντα ἐκ τῆς ἀμαξοστοιχίας καὶ ἀφήρεσαν παρ᾽ αὐτοῦ 3000 δραχμάς. Τοῦ ἐμπορευθέντα παρηκολούθει ἐπὶ τοῦ τραίνου τέταρτος ἄγνωστος ὅστις ἐξηφανίσθη μετὰ τὴν ληστείαν, συνεννοηθεὶς ἴσως μετὰ τῶν ληστῶν.: [26, 640, 305, 785]
divider: [321, 2213, 548, 2214]
ad-text: Εἶνε τὸ μόνον καθάρσιον, ὅπερ ἀναγράφουσιν εἰς τὰς συνταγάς των ἅπαντες οἱ ἰατροὶ διὰ τὰς ἐλαφρὰς καὶ ἀποτελεσματικὰς ἰδιότητάς του.: [1169, 1613, 1483, 1659]
ad-subheadline: ΧΟΥΝΙΑΔΙ ΓΙΑΝΟΣ: [1262, 1862, 1390, 1878]
memorial-family: Σοφία Σταυροπούλου — Ἰων. Σταλούνης: [1209, 1348, 1443, 1362]
ad-subheadline: ΙΑΤΡΟΣ ΣΥΦΙΛΙΔΟΛΟΓΟΣ: [347, 2064, 522, 2080]
article-paragraph: Ἕνεκα τῶν νέων ταραχῶν ἡ πτῶσις τῆς Κυβερνήσεως θεωρεῖται ἀφευκτος.: [564, 754, 842, 786]
article-paragraph: γυμνάζει μὲ τὸ σπίτι τὰ παιδιὰ τοῦ.: [331, 913, 538, 927]
ad-text: Προσέχετε πάντοτε εἰς τὸ ὄνομα τοῦ ἰδιοκτήτου.: [1181, 1843, 1463, 1857]
divider: [858, 759, 1153, 760]
article-headline: ΕΝΕΚΑ ΤΩΝ ΝΕΩΝ ΦΟΡΩΝ: [582, 545, 824, 565]
article-headline: ΣΤΡΑΤΙΩΤΙΚΑ ΓΥΜΝΑΣΙΑ: [52, 306, 279, 324]
article-paragraph: Τὸ ὑπουργεῖον τῆς Δικαιοσύνης ἀπέστειλε πρὸς τοὺς παρ᾽ ἐφέταις καὶ πρωτοδίκαις εἰσαγγελεῖς τοῦ Κράτους τὴν ἑξῆς ἐγκύκλιον, ἑρμηνεύουσαν τοῦ τελευταίου νόμου περὶ ζωοκλοπῆς.: [26, 1715, 305, 1794]
article-headline: ΤΑΡΑΧΑΙ ΕΝ ΙΣΠΑΝΙΑ: [605, 519, 802, 538]
divider: [564, 1316, 842, 1317]
memorial-family: Ἐλὶς — Φιλ.: [1290, 1412, 1362, 1426]
article-paragraph: — Βάρος στὸ κεφάλι, στόμα πικρόν, πνεῦμα νωθρόν, γενικὴν ἀδιαθεσίαν, ὅλα αὐτὰ προέρχονται ἐκ τῆς κακῆς χωνεύσεως. Τὸ Πεψινοῦ θεραπεύει.: [858, 1249, 1153, 1310]
memorial-family: Οἱ γονεῖς — Ἡ μάμμη: [1264, 906, 1388, 920]
article-paragraph: Ἀλλά, μᾶς προσέθηκε, δὲν ἐξηλθε τοιοῦτον εἰς τὸν τύπον, διότι ἡ ἀγγελία αὐτῶν ἐξαρτᾶται καὶ ἐκ τῆς συγκαταθέσεως τοῦ βασιλέως.: [564, 1053, 842, 1116]
ad-text: Τὰ διάφορα πιστοποιητικὰ αὐτῶν ἀνέρχονται εἰς πλεονάζοντα 1000, ἐπιτεθέντα ὑπὸ τῶν διασημοτέρων ἰατρῶν.: [1169, 1666, 1483, 1712]
section-title: ΤΟΥ ΚΟΣΜΟΥ: [928, 911, 1084, 935]
